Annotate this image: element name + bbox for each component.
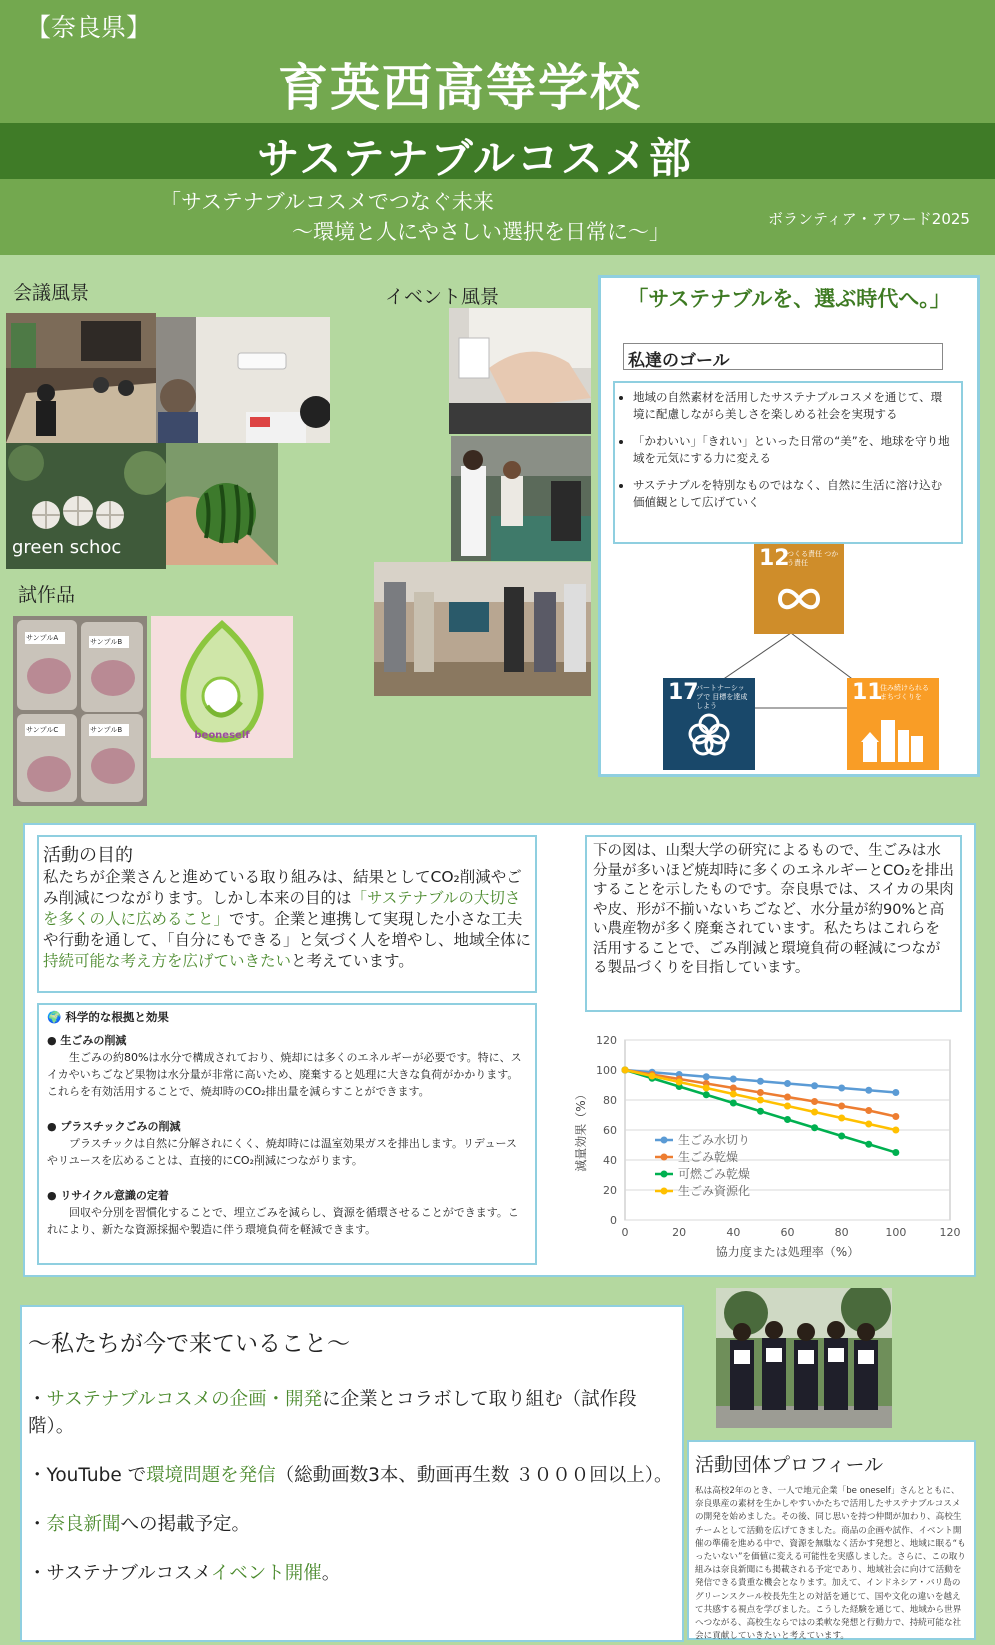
sample-label: サンプルB: [90, 726, 123, 734]
meeting-label: 会議風景: [13, 282, 90, 304]
header-banner: [0, 0, 995, 255]
tagline-line-1: 「サステナブルコスメでつなぐ未来: [160, 190, 494, 214]
data-point: [757, 1089, 764, 1096]
goal-headline: 「サステナブルを、選ぶ時代へ。」: [627, 287, 951, 311]
infinity-icon: [777, 584, 821, 614]
achievement-text: ・サステナブルコスメ: [28, 1563, 211, 1584]
science-item-body: 生ごみの約80%は水分で構成されており、焼却には多くのエネルギーが必要です。特に、スイカやいちごなど果物は水分量が非常に高いため、廃棄すると処理に大きな負荷がかかります。これらを有効活用することで、焼却時のCO₂排出量を減らすことができます。: [47, 1051, 522, 1098]
data-point: [757, 1097, 764, 1104]
event-photo-1: [449, 308, 591, 434]
x-tick-label: 40: [726, 1226, 741, 1239]
science-heading: 🌍 科学的な根拠と効果: [47, 1010, 169, 1024]
data-point: [730, 1085, 737, 1092]
y-axis-label: 減量効果（%）: [574, 1088, 588, 1172]
sdg-label: パートナーシップで 目標を達成しよう: [696, 684, 748, 710]
legend-marker: [661, 1171, 668, 1178]
green-school-photo: [6, 443, 166, 569]
data-point: [838, 1115, 845, 1122]
data-point: [784, 1080, 791, 1087]
achievement-item: [28, 1511, 676, 1538]
data-point: [676, 1079, 683, 1086]
data-point: [784, 1116, 791, 1123]
achievement-text: ・: [28, 1514, 47, 1535]
achievement-text: への掲載予定。: [120, 1514, 251, 1535]
sample-label: サンプルB: [90, 638, 123, 646]
y-tick-label: 20: [603, 1184, 617, 1197]
data-point: [730, 1091, 737, 1098]
meeting-photo-1: [6, 313, 156, 443]
y-tick-label: 100: [596, 1064, 617, 1077]
x-axis-label: 協力度または処理率（%）: [715, 1245, 860, 1259]
data-point: [730, 1100, 737, 1107]
sdg-number: 12: [759, 546, 790, 571]
sdg-label: つくる責任 つかう責任: [787, 550, 839, 567]
data-point: [649, 1073, 656, 1080]
purpose-emphasis: 「サステナブルの大切さを多くの人に広めること」: [43, 889, 521, 928]
research-text-box: 下の図は、山梨大学の研究によるもので、生ごみは水分量が多いほど焼却時に多くのエネルギーとCO₂を排出することを示したものです。奈良県では、スイカの果肉や皮、形が不揃いないちごなど、水分量が約90%と高い農産物が多く廃棄されています。私たちはこれらを活用することで、ごみ削減と環境負荷の軽減につながる製品づくりを目指しています。: [585, 835, 962, 1012]
data-point: [865, 1107, 872, 1114]
data-point: [811, 1109, 818, 1116]
data-point: [703, 1085, 710, 1092]
data-point: [892, 1113, 899, 1120]
achievement-item: [28, 1560, 676, 1587]
waste-reduction-chart: [570, 1030, 970, 1270]
science-item-title: ● リサイクル意識の定着: [47, 1189, 169, 1202]
purpose-text: です。企業と連携して実現した小さな工夫や行動を通して、「自分にもできる」と気づく人を増やし、地域全体に: [43, 910, 531, 949]
legend-marker: [661, 1137, 668, 1144]
y-tick-label: 0: [610, 1214, 617, 1227]
profile-body: 私は高校2年のとき、一人で地元企業「be oneself」さんとともに、奈良県産の素材を生かしやすいかたちで活用したサステナブルコスメの開発を始めました。その後、同じ思いを持つ仲間が加わり、高校生チームとして活動を広げてきました。商品の企画や試作、イベント開催の準備を進める中で、資源を無駄なく活かす発想と、地域に眠る“もったいない”を価値に変える可能性を実感しました。さらに、この取り組みは奈良新聞にも掲載される予定であり、地域社会に向けて活動を発信できる貴重な機会となります。加えて、インドネシア・バリ島のグリーンスクール校長先生との対話を通じて、国や文化の違いを越えて共感する視点を学びました。こうした経験を通じて、地域から世界へつながる、高校生ならではの柔軟な発想と行動力で、持続可能な社会に貢献していきたいと考えています。: [695, 1486, 966, 1642]
logo-text: beoneself: [194, 730, 250, 741]
achievement-emphasis: イベント開催: [210, 1563, 322, 1584]
data-point: [892, 1127, 899, 1134]
event-photo-2: [451, 436, 591, 561]
meeting-photo-2: [156, 317, 330, 443]
sdg-12-badge: [754, 544, 844, 634]
prototype-label: 試作品: [18, 584, 76, 606]
goal-panel: [598, 275, 980, 777]
legend-label: 生ごみ水切り: [678, 1133, 751, 1147]
event-label: イベント風景: [385, 286, 500, 308]
achievement-text: ・: [28, 1389, 47, 1410]
achievement-item: [28, 1386, 676, 1440]
y-tick-label: 60: [603, 1124, 617, 1137]
goal-item: • 地域の自然素材を活用したサステナブルコスメを通じて、環境に配慮しながら美しさを楽しめる社会を実現する: [633, 389, 953, 423]
goal-item: • 「かわいい」「きれい」といった日常の“美”を、地球を守り地域を元気にする力に変える: [633, 433, 953, 467]
data-point: [811, 1124, 818, 1131]
achievement-text: （総動画数3本、動画再生数 ３０００回以上）。: [275, 1465, 673, 1486]
sdg-number: 11: [852, 680, 883, 705]
x-tick-label: 80: [834, 1226, 849, 1239]
group-photo: [716, 1288, 892, 1428]
purpose-text: 私たちが企業さんと進めている取り組みは、結果としてCO₂削減やごみ削減につながります。しかし本来の目的は: [43, 868, 522, 907]
purpose-body: [43, 867, 531, 972]
prefecture-label: 【奈良県】: [26, 13, 152, 42]
data-point: [838, 1085, 845, 1092]
achievement-text: に企業とコラボして取り組む（試作段階）。: [28, 1389, 637, 1437]
purpose-title: 活動の目的: [43, 845, 133, 866]
data-point: [703, 1073, 710, 1080]
sdg-number: 17: [668, 680, 699, 705]
legend-label: 可燃ごみ乾燥: [678, 1167, 751, 1181]
x-tick-label: 120: [939, 1226, 961, 1239]
profile-box: [687, 1440, 976, 1640]
data-point: [838, 1133, 845, 1140]
school-name: 育英西高等学校: [278, 59, 642, 117]
data-point: [811, 1098, 818, 1105]
legend-label: 生ごみ乾燥: [678, 1150, 739, 1164]
data-point: [865, 1141, 872, 1148]
y-tick-label: 120: [596, 1034, 617, 1047]
data-point: [838, 1103, 845, 1110]
purpose-emphasis: 持続可能な考え方を広げていきたい: [43, 952, 292, 970]
flower-icon: [687, 712, 731, 756]
purpose-text: と考えています。: [291, 952, 414, 970]
achievement-emphasis: 環境問題を発信: [146, 1465, 276, 1486]
science-item-title: ● 生ごみの削減: [47, 1034, 127, 1047]
profile-title: 活動団体プロフィール: [695, 1454, 884, 1476]
achievement-text: ・YouTube で: [28, 1465, 147, 1486]
data-point: [865, 1087, 872, 1094]
data-point: [757, 1078, 764, 1085]
data-point: [622, 1067, 629, 1074]
data-point: [703, 1091, 710, 1098]
data-point: [784, 1094, 791, 1101]
achievements-title: 〜私たちが今で来ていること〜: [28, 1331, 350, 1357]
goal-subtitle: 私達のゴール: [623, 343, 943, 370]
sample-label: サンプルA: [26, 634, 59, 642]
achievement-item: [28, 1462, 676, 1489]
science-box: [37, 1003, 537, 1265]
legend-marker: [661, 1154, 668, 1161]
tagline-line-2: 〜環境と人にやさしい選択を日常に〜」: [292, 220, 670, 244]
sdg-17-badge: [663, 678, 755, 770]
data-point: [865, 1121, 872, 1128]
y-tick-label: 80: [603, 1094, 617, 1107]
x-tick-label: 100: [885, 1226, 907, 1239]
x-tick-label: 60: [780, 1226, 795, 1239]
sdg-label: 住み続けられる まちづくりを: [880, 684, 929, 701]
data-point: [811, 1082, 818, 1089]
legend-marker: [661, 1188, 668, 1195]
prototype-soap-photo: [13, 616, 147, 806]
data-point: [757, 1108, 764, 1115]
goal-item: • サステナブルを特別なものではなく、自然に生活に溶け込む価値観として広げていく: [633, 477, 953, 511]
achievement-text: 。: [321, 1563, 341, 1584]
achievement-emphasis: サステナブルコスメの企画・開発: [46, 1389, 323, 1410]
x-tick-label: 20: [672, 1226, 687, 1239]
sdg-11-badge: [847, 678, 939, 770]
y-tick-label: 40: [603, 1154, 617, 1167]
green-school-text: green schoc: [12, 537, 122, 558]
event-photo-3: [374, 562, 591, 696]
x-tick-label: 0: [621, 1226, 629, 1239]
data-point: [892, 1089, 899, 1096]
science-item-title: ● プラスチックごみの削減: [47, 1120, 181, 1133]
data-point: [730, 1076, 737, 1083]
achievements-box: [20, 1305, 684, 1642]
watermelon-photo: [166, 443, 278, 565]
science-item-body: 回収や分別を習慣化することで、埋立ごみを減らし、資源を循環させることができます。これにより、新たな資源採掘や製造に伴う環境負荷を軽減できます。: [47, 1206, 519, 1236]
data-point: [784, 1103, 791, 1110]
city-icon: [861, 714, 925, 764]
award-label: ボランティア・アワード2025: [768, 210, 970, 228]
club-name: サステナブルコスメ部: [257, 134, 693, 183]
beoneself-logo: [151, 616, 293, 758]
achievement-emphasis: 奈良新聞: [46, 1514, 121, 1535]
science-item-body: プラスチックは自然に分解されにくく、焼却時には温室効果ガスを排出します。リデュースやリユースを広めることは、直接的にCO₂削減につながります。: [47, 1137, 517, 1167]
purpose-box: [37, 835, 537, 993]
sample-label: サンプルC: [26, 726, 59, 734]
data-point: [892, 1149, 899, 1156]
legend-label: 生ごみ資源化: [678, 1184, 751, 1198]
